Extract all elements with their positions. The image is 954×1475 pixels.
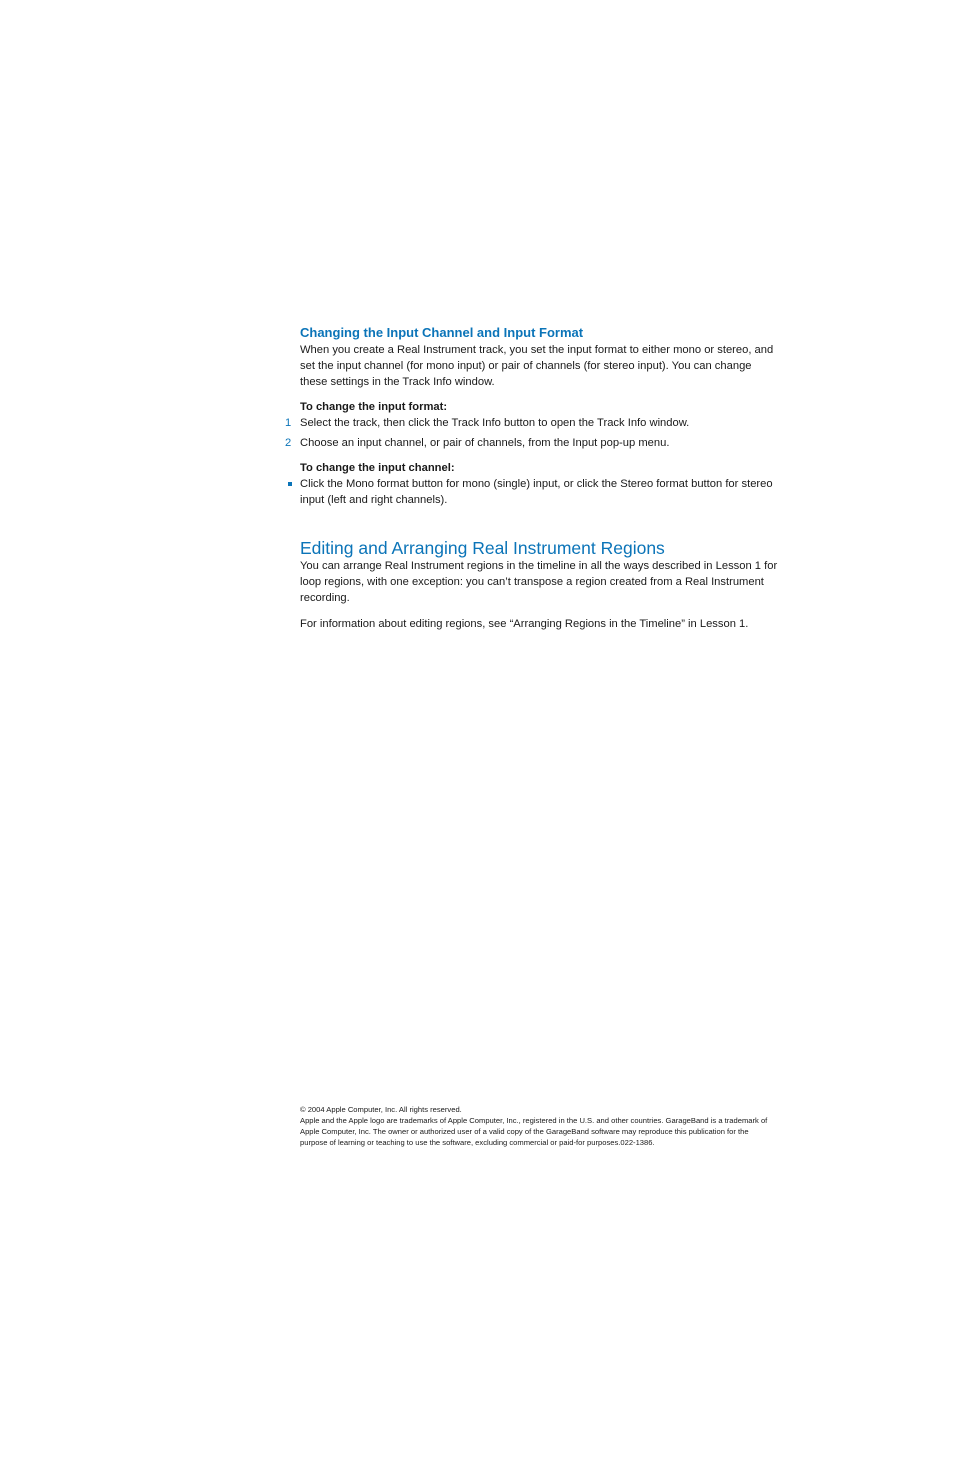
regions-paragraph-1: You can arrange Real Instrument regions in the timeline in all the ways described in Lesson 1 for loop regions, with one exception: you can’t transpose a region created from a Real Instrument recording.: [300, 560, 778, 604]
step-number: 1: [285, 417, 292, 429]
task-title-input-format: To change the input format:: [300, 401, 448, 413]
bullet-text: Click the Mono format button for mono (single) input, or click the Stereo format button for stereo input (left and right channels).: [300, 478, 773, 506]
bullet-square-icon: [288, 482, 292, 486]
step-text: Choose an input channel, or pair of channels, from the Input pop-up menu.: [300, 437, 670, 449]
step-text: Select the track, then click the Track Info button to open the Track Info window.: [300, 417, 690, 429]
document-body: [285, 325, 780, 632]
trademark-notice: Apple and the Apple logo are trademarks of Apple Computer, Inc., registered in the U.S. and other countries. GarageBand is a trademark of Apple Computer, Inc. The owner or authorized user of a valid copy of the GarageBand software may reproduce this publication for the purpose of learning or teaching to use the software, excluding commercial or paid-for purposes.022-1386.: [300, 1116, 768, 1147]
copyright-line: © 2004 Apple Computer, Inc. All rights reserved.: [300, 1105, 462, 1114]
step-2: [285, 435, 780, 451]
regions-paragraph-2: For information about editing regions, see “Arranging Regions in the Timeline” in Lesson 1.: [300, 618, 749, 630]
section-heading-input-channel: Changing the Input Channel and Input Format: [300, 325, 584, 340]
task-title-input-channel: To change the input channel:: [300, 462, 455, 474]
step-1: [285, 415, 780, 431]
legal-footer: [300, 1104, 778, 1148]
section-intro-paragraph: When you create a Real Instrument track, you set the input format to either mono or stereo, and set the input channel (for mono input) or pair of channels (for stereo input). You can change these settings in the Track Info window.: [300, 344, 774, 388]
section-heading-editing-regions: Editing and Arranging Real Instrument Regions: [300, 538, 665, 558]
bullet-item: [300, 476, 780, 508]
step-number: 2: [285, 437, 292, 449]
